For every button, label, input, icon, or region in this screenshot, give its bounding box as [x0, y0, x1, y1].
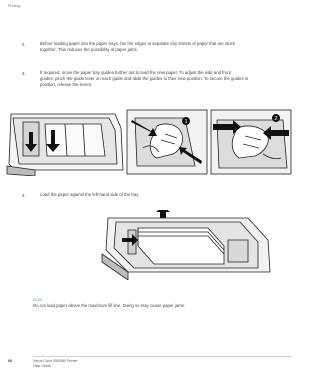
step-4-text-line-1: Load the paper against the left-hand side of the tray. [40, 192, 140, 197]
step-2-text-line-1: Before loading paper into the paper trays, fan the edges to separate any sheets of paper that are stuck [40, 41, 235, 46]
tray-guides-illustration [5, 108, 293, 176]
note-label: Note: [33, 297, 44, 302]
load-paper-illustration [98, 210, 278, 280]
footer-product [33, 359, 78, 369]
footer-page-number: 66 [8, 359, 13, 363]
step-3-text-line-1: If required, move the paper tray guides further out to load the new paper. To adjust the side and front [40, 70, 231, 75]
step-2-number: 2. [22, 42, 26, 47]
section-header: Printing [8, 4, 21, 8]
callout-1: 1 [184, 119, 188, 126]
callout-2: 2 [274, 116, 278, 123]
footer-product-name: Xerox Color 550/560 Printer [33, 359, 78, 363]
step-4-number: 4. [22, 193, 26, 198]
footer-divider [33, 356, 292, 357]
footer-guide-name: User Guide [33, 364, 52, 369]
note-text: Do not load paper above the maximum fill line. Doing so may cause paper jams. [33, 303, 186, 308]
step-3-text-line-3: position, release the levers. [40, 82, 93, 87]
step-3-number: 3. [22, 71, 26, 76]
step-3-text-line-2: guides, pinch the guide lever on each guide and slide the guides to their new position. To secure the guides in [40, 76, 249, 81]
step-2-text-line-2: together. This reduces the possibility of paper jams. [40, 47, 138, 52]
